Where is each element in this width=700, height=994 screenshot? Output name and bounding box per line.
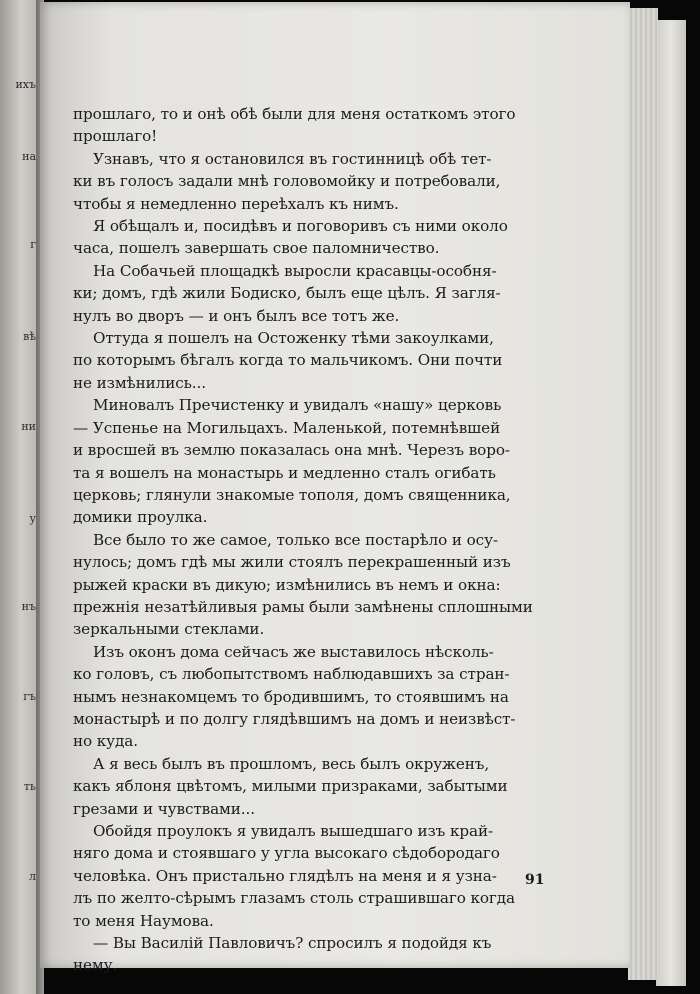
text-line: чтобы я немедленно переѣхалъ къ нимъ. (73, 194, 399, 213)
text-line: но куда. (73, 732, 138, 751)
left-page-edge (0, 0, 38, 994)
text-line: и вросшей въ землю показалась она мнѣ. Черезъ воро- (73, 441, 510, 460)
text-line: — Вы Василій Павловичъ? спросилъ я подойдя къ (93, 934, 492, 953)
text-line: человѣка. Онъ пристально глядѣлъ на меня и я узна- (73, 866, 497, 885)
text-line: нулось; домъ гдѣ мы жили стоялъ перекрашенный изъ (73, 553, 511, 572)
text-line: А я весь былъ въ прошломъ, весь былъ окруженъ, (93, 754, 490, 773)
text-line: та я вошелъ на монастырь и медленно сталъ огибать (73, 463, 496, 482)
text-line: нему. (73, 956, 118, 975)
page-body-text (73, 103, 551, 977)
text-line: нулъ во дворъ — и онъ былъ все тотъ же. (73, 306, 400, 325)
text-line: няго дома и стоявшаго у угла высокаго сѣдобородаго (73, 844, 500, 863)
text-line: грезами и чувствами... (73, 799, 255, 818)
text-line: то меня Наумова. (73, 911, 214, 930)
left-page-fragment: л (29, 870, 36, 883)
text-line: часа, пошелъ завершать свое паломничество. (73, 239, 440, 258)
text-line: Изъ оконъ дома сейчасъ же выставилось нѣсколь- (93, 642, 494, 661)
text-line: Я обѣщалъ и, посидѣвъ и поговоривъ съ ними около (93, 217, 508, 236)
text-line: зеркальными стеклами. (73, 620, 265, 639)
left-page-fragment: нъ (21, 600, 36, 613)
text-line: монастырѣ и по долгу глядѣвшимъ на домъ и неизвѣст- (73, 709, 516, 728)
text-line: церковь; глянули знакомые тополя, домъ священника, (73, 485, 511, 504)
text-line: домики проулка. (73, 508, 208, 527)
text-line: нымъ незнакомцемъ то бродившимъ, то стоявшимъ на (73, 687, 509, 706)
text-line: ко головъ, съ любопытствомъ наблюдавшихъ за стран- (73, 665, 510, 684)
left-page-fragment: ни (21, 420, 36, 433)
text-line: не измѣнились... (73, 373, 206, 392)
text-line: какъ яблоня цвѣтомъ, милыми призраками, забытыми (73, 777, 508, 796)
text-line: ки въ голосъ задали мнѣ головомойку и потребовали, (73, 172, 501, 191)
left-page-fragment: у (29, 512, 36, 525)
text-line: Оттуда я пошелъ на Остоженку тѣми закоулками, (93, 329, 494, 348)
text-line: Все было то же самое, только все постарѣло и осу- (93, 530, 498, 549)
text-line: по которымъ бѣгалъ когда то мальчикомъ. Они почти (73, 351, 503, 370)
text-line: Обойдя проулокъ я увидалъ вышедшаго изъ край- (93, 822, 494, 840)
text-line: На Собачьей площадкѣ выросли красавцы-особня- (93, 261, 497, 280)
text-line: прошлаго! (73, 127, 158, 146)
left-page-fragment: на (22, 150, 36, 163)
left-page-fragment: гъ (23, 690, 36, 703)
text-line: ки; домъ, гдѣ жили Бодиско, былъ еще цѣлъ. Я загля- (73, 284, 501, 303)
text-line: Миновалъ Пречистенку и увидалъ «нашу» церковь (93, 396, 502, 415)
text-line: прежнія незатѣйливыя рамы были замѣнены сплошными (73, 597, 533, 616)
text-line: прошлаго, то и онѣ обѣ были для меня остаткомъ этого (73, 105, 516, 123)
text-line: лъ по желто-сѣрымъ глазамъ столь страшившаго когда (73, 889, 515, 908)
left-page-fragment: вѣ (23, 330, 36, 343)
page-stack-edge (628, 8, 658, 980)
left-page-fragment: ть (23, 780, 36, 793)
text-line: Узнавъ, что я остановился въ гостинницѣ обѣ тет- (93, 149, 492, 168)
left-page-fragment: г (30, 238, 36, 251)
left-page-fragment: ихъ (15, 78, 36, 91)
page-stack-edge-outer (656, 20, 686, 986)
page-number: 91 (525, 872, 545, 888)
text-line: рыжей краски въ дикую; измѣнились въ немъ и окна: (73, 575, 501, 594)
text-line: — Успенье на Могильцахъ. Маленькой, потемнѣвшей (73, 418, 501, 437)
